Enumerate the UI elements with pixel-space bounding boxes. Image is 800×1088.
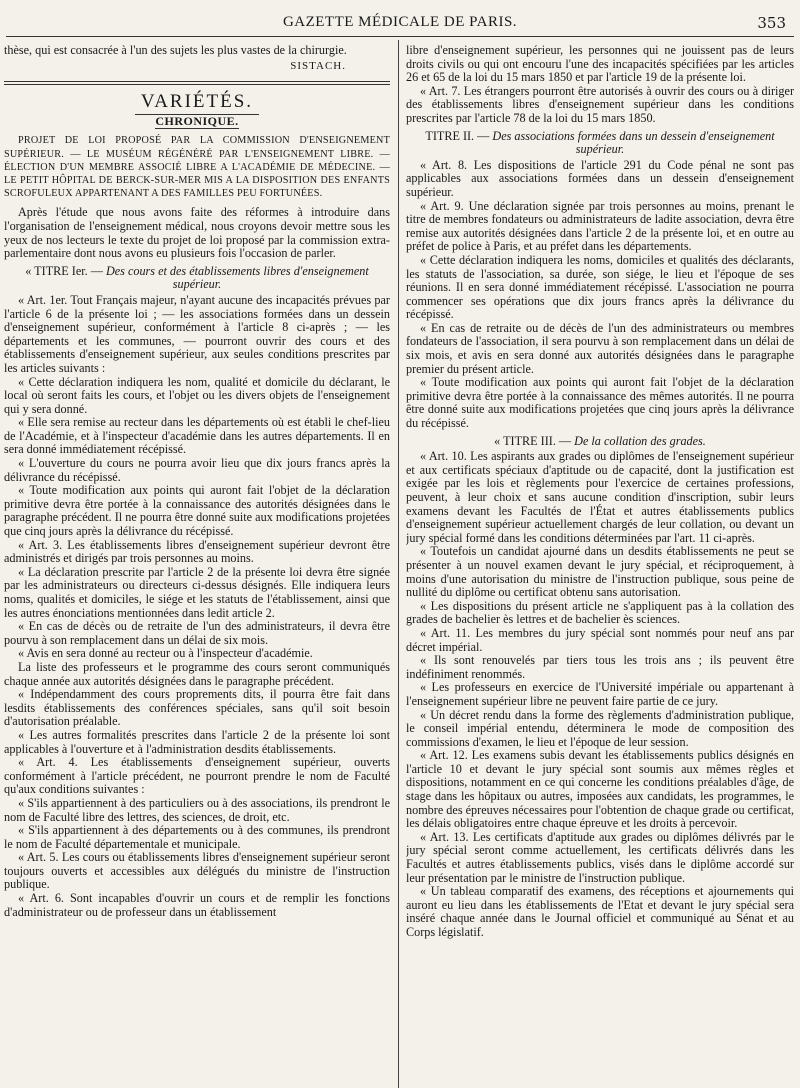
paragraph: « Art. 1er. Tout Français majeur, n'ayant aucune des incapacités prévues par l'article 6 de la présente loi ; — les associations formées dans un dessein d'enseignement supérieur, conformément à l'article 8 ci-après ; — les départements et les communes, — pourront ouvrir des cours et des établissements d'enseignement supérieur, aux seules conditions prescrites par les articles suivants : [4, 292, 390, 375]
titre-2-heading [406, 130, 794, 157]
column-divider [398, 40, 399, 1088]
paragraph: « Cette déclaration indiquera les nom, qualité et domicile du déclarant, le local où seront faits les cours, et l'objet ou les divers objets de l'enseignement qui y sera donné. [4, 374, 390, 416]
right-paragraphs-a [406, 44, 794, 126]
paragraph: « Les dispositions du présent article ne s'appliquent pas à la collation des grades de bachelier ès lettres et de bachelier ès sciences. [406, 598, 794, 627]
paragraph: « Art. 4. Les établissements d'enseignement supérieur, ouverts conformément à l'article précédent, ne pourront prendre le nom de Faculté qu'aux conditions suivantes : [4, 755, 390, 797]
paragraph: « L'ouverture du cours ne pourra avoir lieu que dix jours francs après la délivrance du récépissé. [4, 456, 390, 484]
subsection-heading-text: CHRONIQUE. [155, 113, 239, 128]
paragraph: « Art. 3. Les établissements libres d'enseignement supérieur devront être administrés et dirigés par trois personnes au moins. [4, 537, 390, 566]
paragraph: « Ils sont renouvelés par tiers tous les trois ans ; ils peuvent être indéfiniment renommés. [406, 653, 794, 681]
paragraph: « Art. 10. Les aspirants aux grades ou diplômes de l'enseignement supérieur et aux certificats spéciaux d'aptitude ou de capacité, dont la justification est exigée par les lois et règlements pour l'exercice de certaines professions, peuvent, à leur choix et sans aucune condition d'inscription, subir leurs examens devant les Facultés de l'État et autres établissements publics d'enseignement supérieur actuellement chargés de leur collation, ou devant un jury spécial formé dans les conditions déterminées par l'art. 11 ci-après. [406, 449, 794, 545]
titre-1-text: Des cours et des établissements libres d'enseignement supérieur. [105, 263, 369, 292]
paragraph: La liste des professeurs et le programme des cours seront communiqués chaque année aux autorités désignées dans le paragraphe précédent. [4, 659, 390, 688]
article-intro: Après l'étude que nous avons faite des réformes à introduire dans l'organisation de l'enseignement médical, nous croyons devoir mettre sous les yeux de nos lecteurs le texte du projet de loi proposé par la commission extra-parlementaire dont nous avons eu plusieurs fois l'occasion de parler. [4, 205, 390, 261]
intro-paragraph: thèse, qui est consacrée à l'un des sujets les plus vastes de la chirurgie. [4, 44, 347, 57]
paragraph: « Avis en sera donné au recteur ou à l'inspecteur d'académie. [18, 646, 313, 661]
right-paragraphs-b [406, 159, 794, 431]
section-rule [4, 81, 390, 82]
titre-1-heading [4, 265, 390, 292]
paragraph: « Art. 7. Les étrangers pourront être autorisés à ouvrir des cours ou à diriger des établissements libres d'enseignement supérieur dans les conditions prescrites par l'article 78 de la loi du 15 mars 1850. [406, 83, 794, 125]
section-heading-text: VARIÉTÉS. [135, 91, 259, 115]
right-column [406, 44, 794, 1086]
titre-2-prefix: TITRE II. — [425, 128, 490, 143]
titre-2-text: Des associations formées dans un dessein d'enseignement supérieur. [492, 128, 775, 157]
section-heading [4, 91, 390, 113]
paragraph: « Les professeurs en exercice de l'Université impériale ou appartenant à l'enseignement supérieur libre ne peuvent faire partie de ce jury. [406, 680, 794, 708]
titre-3-heading [406, 435, 794, 449]
titre-3-text: De la collation des grades. [574, 433, 706, 448]
paragraph: « Un décret rendu dans la forme des règlements d'administration publique, le conseil impérial entendu, déterminera le mode de composition des commissions d'examen, le lieu et l'époque de leur session. [406, 707, 794, 749]
paragraph: « Toute modification aux points qui auront fait l'objet de la déclaration primitive devra être portée à la connaissance des mêmes autorités. Il ne pourra être donné suite aux modifications projetées que cinq jours après la délivrance du récépissé. [406, 375, 794, 431]
paragraph: « Elle sera remise au recteur dans les départements où est établi le chef-lieu de l'Académie, et à l'inspecteur d'académie dans les autres départements. Il en sera donné immédiatement récépissé. [4, 415, 390, 457]
paragraph: « La déclaration prescrite par l'article 2 de la présente loi devra être signée par les administrateurs ou directeurs ci-dessus désignés. Elle indiquera leurs noms, qualités et domiciles, le siége et les statuts de l'établissement, ainsi que les autres énonciations mentionnées dans ledit article 2. [4, 564, 390, 620]
paragraph: « Art. 11. Les membres du jury spécial sont nommés pour neuf ans par décret impérial. [406, 625, 794, 654]
left-paragraphs [4, 294, 390, 919]
paragraph: « En cas de décès ou de retraite de l'un des administrateurs, il devra être pourvu à son remplacement dans un délai de six mois. [4, 619, 390, 647]
author-signature: SISTACH. [290, 59, 346, 72]
paragraph: « Art. 8. Les dispositions de l'article 291 du Code pénal ne sont pas applicables aux associations formées dans un dessein d'enseignement supérieur. [406, 157, 794, 199]
paragraph: « Toutefois un candidat ajourné dans un desdits établissements ne peut se présenter à un nouvel examen devant le jury spécial, et réciproquement, à moins d'une autorisation du ministre de l'instruction publique, sous peine de nullité du diplôme ou certificat obtenu sans autorisation. [406, 544, 794, 600]
paragraph: « Indépendamment des cours proprements dits, il pourra être fait dans lesdits établissements des conférences spéciales, sans qu'il soit besoin d'autorisation préalable. [4, 687, 390, 729]
left-column [4, 44, 390, 1086]
paragraph: « Art. 13. Les certificats d'aptitude aux grades ou diplômes délivrés par le jury spécial seront comme actuellement, les certificats délivrés dans les Facultés et autres établissements publics, visés dans le diplôme accordé sur leur présentation par le ministre de l'instruction publique. [406, 829, 794, 885]
titre-3-prefix: « TITRE III. — [494, 433, 572, 448]
paragraph: « S'ils appartiennent à des particuliers ou à des associations, ils prendront le nom de Faculté libre des lettres, des sciences, de droit, etc. [4, 795, 390, 824]
paragraph: « S'ils appartiennent à des départements ou à des communes, ils prendront le nom de Faculté départementale et municipale. [4, 823, 390, 851]
chronicle-summary: PROJET DE LOI PROPOSÉ PAR LA COMMISSION D'ENSEIGNEMENT SUPÉRIEUR. — LE MUSÉUM RÉGÉNÉRÉ PAR L'ENSEIGNEMENT LIBRE. — ÉLECTION D'UN MEMBRE ASSOCIÉ LIBRE A L'ACADÉMIE DE MÉDECINE. — LE PETIT HÔPITAL DE BERCK-SUR-MER MIS A LA DISPOSITION DES ENFANTS SCROFULEUX APPARTENANT A DES FAMILLES PEU FORTUNÉES. [4, 135, 390, 200]
paragraph: « Cette déclaration indiquera les noms, domiciles et qualités des déclarants, les statuts de l'association, sa durée, son siége, le lieu et l'époque de ses réunions. Il en sera donné immédiatement récépissé. L'association ne pourra commencer ses opérations que dix jours francs après la délivrance du récépissé. [406, 252, 794, 322]
paragraph: « Art. 6. Sont incapables d'ouvrir un cours et de remplir les fonctions d'administrateur ou de professeur dans un établissement [4, 891, 390, 919]
paragraph: « Un tableau comparatif des examens, des réceptions et ajournements qui auront eu lieu dans les établissements de l'Etat et devant le jury spécial sera inséré chaque année dans le Journal officiel et communiqué au Sénat et au Corps législatif. [406, 884, 794, 939]
paragraph: « Art. 5. Les cours ou établissements libres d'enseignement supérieur seront toujours ouverts et accessibles aux délégués du ministre de l'instruction publique. [4, 850, 390, 892]
gazette-title: GAZETTE MÉDICALE DE PARIS. [282, 14, 518, 30]
paragraph: « Toute modification aux points qui auront fait l'objet de la déclaration primitive devra être portée à la connaissance des autorités désignées dans le paragraphe précédent. Il ne pourra être donné suite aux modifications projetées que cinq jours après la délivrance du récépissé. [4, 483, 390, 539]
page-header [0, 0, 800, 40]
paragraph: « Les autres formalités prescrites dans l'article 2 de la présente loi sont applicables à l'ouverture et à l'administration desdits établissements. [4, 727, 390, 756]
paragraph: « Art. 12. Les examens subis devant les établissements publics désignés en l'article 10 et devant le jury spécial sont soumis aux mêmes règles et dispositions, notamment en ce qui concerne les conditions préalables d'âge, de stage dans les hôpitaux ou autres, imposées aux candidats, les programmes, le nombre des épreuves nécessaires pour l'obtention de chaque grade ou certificat, les délais obligatoires entre chaque épreuve et les droits à percevoir. [406, 748, 794, 831]
section-rule-double [4, 84, 390, 85]
paragraph: « En cas de retraite ou de décès de l'un des administrateurs ou membres fondateurs de l'association, il sera pourvu à son remplacement dans un délai de six mois, et avis en sera donné aux autorités désignées dans le paragraphe premier du présent article. [406, 320, 794, 376]
paragraph: libre d'enseignement supérieur, les personnes qui ne jouissent pas de leurs droits civils ou qui ont encouru l'une des incapacités spécifiées par les articles 26 et 65 de la loi du 15 mars 1850 et par l'article 19 de la présente loi. [406, 44, 794, 85]
titre-1-prefix: « TITRE Ier. — [25, 263, 103, 278]
right-paragraphs-c [406, 450, 794, 939]
paragraph: « Art. 9. Une déclaration signée par trois personnes au moins, prenant le titre de membres fondateurs ou administrateurs de ladite association, devra être remise aux autorités désignées dans l'article 2 de la présente loi, et en outre au préfet de police à Paris, et au préfet dans les départements. [406, 198, 794, 254]
header-rule [6, 36, 794, 37]
subsection-heading [4, 115, 390, 129]
page-number: 353 [757, 14, 786, 32]
